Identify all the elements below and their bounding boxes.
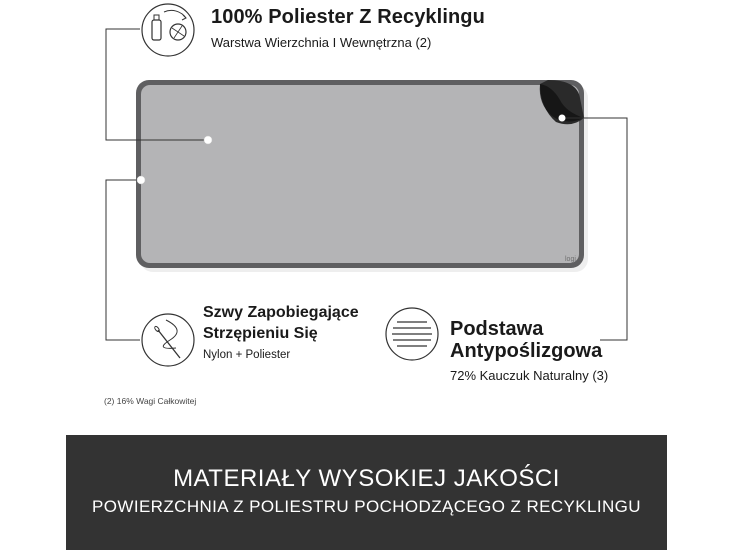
anti-slip-lines-icon bbox=[386, 308, 438, 360]
mat-logo: logi bbox=[565, 256, 576, 263]
feature-title-stitching bbox=[203, 302, 359, 344]
callout-dot-surface bbox=[204, 136, 212, 144]
feature-subtitle-antislip: 72% Kauczuk Naturalny (3) bbox=[450, 368, 609, 383]
feature-title-antislip-line1: Podstawa bbox=[450, 318, 544, 340]
feature-title-stitching-line2: Strzępieniu Się bbox=[203, 325, 318, 342]
feature-title-antislip bbox=[450, 318, 602, 362]
connector-line-left bbox=[106, 180, 140, 340]
feature-subtitle-recycled: Warstwa Wierzchnia I Wewnętrzna (2) bbox=[211, 35, 432, 50]
footnote: (2) 16% Wagi Całkowitej bbox=[104, 396, 197, 406]
feature-title-antislip-line2: Antypoślizgowa bbox=[450, 340, 603, 362]
callout-dot-edge bbox=[137, 176, 145, 184]
needle-thread-icon bbox=[142, 314, 194, 366]
feature-title-stitching-line1: Szwy Zapobiegające bbox=[203, 304, 359, 321]
feature-subtitle-stitching: Nylon + Poliester bbox=[203, 349, 291, 361]
banner bbox=[66, 435, 667, 550]
banner-title: MATERIAŁY WYSOKIEJ JAKOŚCI bbox=[173, 465, 560, 492]
desk-mat-image bbox=[136, 80, 584, 268]
feature-title-recycled: 100% Poliester Z Recyklingu bbox=[211, 6, 485, 28]
callout-dot-base bbox=[559, 115, 566, 122]
banner-subtitle: POWIERZCHNIA Z POLIESTRU POCHODZĄCEGO Z RECYKLINGU bbox=[92, 497, 641, 516]
recycled-bottle-icon bbox=[142, 4, 194, 56]
